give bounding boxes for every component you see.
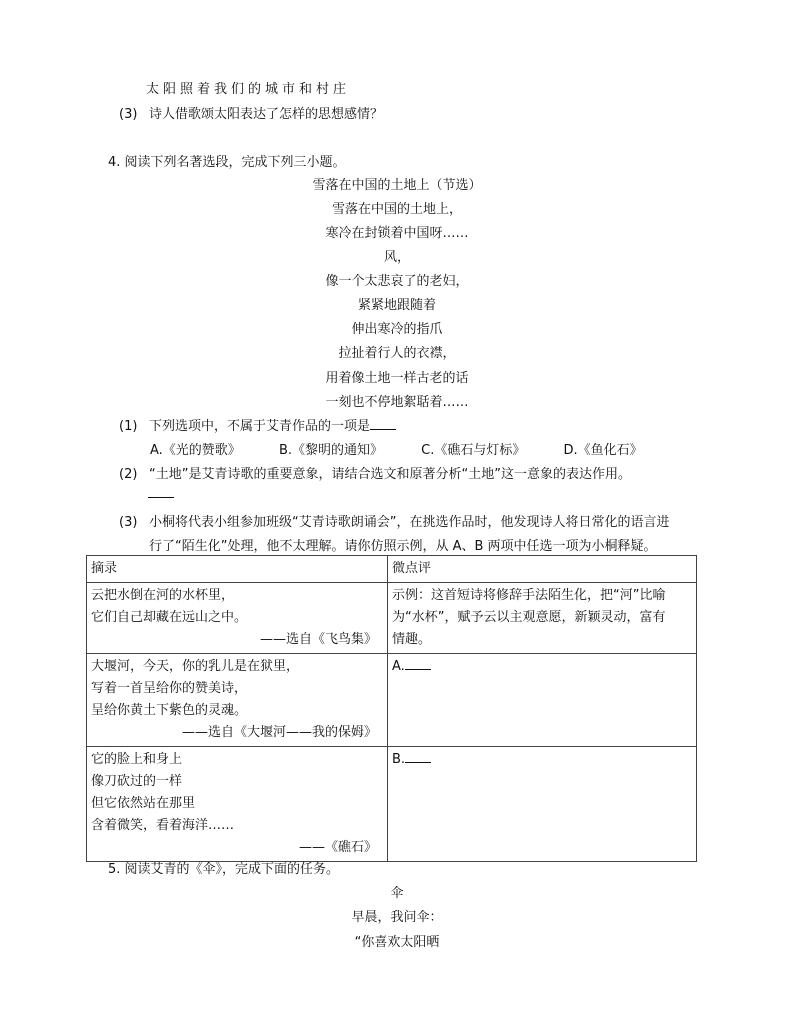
poem-line: 寒冷在封锁着中国呀…… xyxy=(325,226,469,241)
excerpt-source: ——选自《大堰河——我的保姆》 xyxy=(181,725,377,740)
question-text: 下列选项中，不属于艾青作品的一项是 xyxy=(149,419,371,434)
question-number: (3) xyxy=(119,107,138,122)
comment-line: 情趣。 xyxy=(392,632,432,647)
option-a[interactable]: A.《光的赞歌》 xyxy=(150,443,241,458)
excerpt-line: 像刀砍过的一样 xyxy=(91,774,183,789)
header-comment: 微点评 xyxy=(388,556,697,583)
excerpt-line: 但它依然站在那里 xyxy=(91,796,196,811)
excerpt-line: 写着一首呈给你的赞美诗， xyxy=(91,681,248,696)
comment-label: B. xyxy=(392,752,406,767)
poem-line: 风， xyxy=(383,250,410,265)
comment-cell xyxy=(388,583,697,654)
question-text: 诗人借歌颂太阳表达了怎样的思想感情？ xyxy=(149,107,384,122)
poem-line: 太阳照着我们的城市和村庄 xyxy=(146,82,351,97)
answer-blank[interactable] xyxy=(148,486,174,498)
sub-question-2 xyxy=(119,463,631,482)
question-text: 小桐将代表小组参加班级“艾青诗歌朗诵会”，在挑选作品时，他发现诗人将日常化的语言进 xyxy=(149,515,670,530)
option-d[interactable]: D.《鱼化石》 xyxy=(563,443,643,458)
table-row xyxy=(87,747,697,862)
poem-line: 雪落在中国的土地上， xyxy=(331,202,462,217)
table-row xyxy=(87,654,697,747)
answer-blank[interactable] xyxy=(405,750,431,763)
poem-line: 早晨，我问伞： xyxy=(351,910,443,925)
poem-line: 像一个太悲哀了的老妇， xyxy=(325,274,469,289)
comment-line: 示例：这首短诗将修辞手法陌生化，把“河”比喻 xyxy=(392,588,666,603)
excerpt-cell xyxy=(87,583,388,654)
poem-line: 一刻也不停地絮聒着…… xyxy=(325,395,469,410)
excerpt-line: 大堰河，今天，你的乳儿是在狱里， xyxy=(91,659,300,674)
poem-title: 伞 xyxy=(390,886,404,901)
option-b[interactable]: B.《黎明的通知》 xyxy=(278,443,384,458)
question-text: “土地”是艾青诗歌的重要意象，请结合选文和原著分析“土地”这一意象的表达作用。 xyxy=(149,467,631,482)
poem-line: “你喜欢太阳晒 xyxy=(354,935,440,950)
excerpt-cell xyxy=(87,654,388,747)
question-text-cont: 行了“陌生化”处理，他不太理解。请你仿照示例，从 A、B 两项中任选一项为小桐释疑。 xyxy=(149,539,657,554)
excerpt-source: ——选自《飞鸟集》 xyxy=(259,632,377,647)
excerpt-line: 它的脸上和身上 xyxy=(91,752,183,767)
question-number: (2) xyxy=(119,467,138,482)
sub-question-3 xyxy=(119,511,669,530)
excerpt-line: 云把水倒在河的水杯里， xyxy=(91,588,235,603)
poem-line: 拉扯着行人的衣襟， xyxy=(338,346,456,361)
excerpt-line: 它们自己却藏在远山之中。 xyxy=(91,610,248,625)
poem-line: 用着像土地一样古老的话 xyxy=(325,371,469,386)
poem-title: 雪落在中国的土地上（节选） xyxy=(312,178,482,193)
poem-line: 伸出寒冷的指爪 xyxy=(351,322,443,337)
excerpt-source: ——《礁石》 xyxy=(298,840,377,855)
option-c[interactable]: C.《礁石与灯标》 xyxy=(421,443,526,458)
table-row xyxy=(87,583,697,654)
question-3-prev xyxy=(119,103,383,122)
question-number: (1) xyxy=(119,419,138,434)
question-number: (3) xyxy=(119,515,138,530)
excerpt-line: 含着微笑，看着海洋…… xyxy=(91,818,235,833)
poem-line: 紧紧地跟随着 xyxy=(357,298,436,313)
header-excerpt: 摘录 xyxy=(87,556,388,583)
comment-line: 为“水杯”，赋予云以主观意愿，新颖灵动，富有 xyxy=(392,610,666,625)
comment-label: A. xyxy=(392,659,405,674)
options-row xyxy=(150,439,677,458)
sub-question-1 xyxy=(119,415,396,434)
comment-cell-a[interactable] xyxy=(388,654,697,747)
question-4-title: 4. 阅读下列名著选段，完成下列三小题。 xyxy=(108,155,346,170)
question-5-title: 5. 阅读艾青的《伞》，完成下面的任务。 xyxy=(108,862,340,877)
excerpt-line: 呈给你黄土下紫色的灵魂。 xyxy=(91,703,248,718)
table-header-row xyxy=(87,556,697,583)
answer-blank[interactable] xyxy=(405,657,431,670)
answer-blank[interactable] xyxy=(370,417,396,430)
comment-cell-b[interactable] xyxy=(388,747,697,862)
excerpt-cell xyxy=(87,747,388,862)
excerpt-table xyxy=(86,555,697,862)
